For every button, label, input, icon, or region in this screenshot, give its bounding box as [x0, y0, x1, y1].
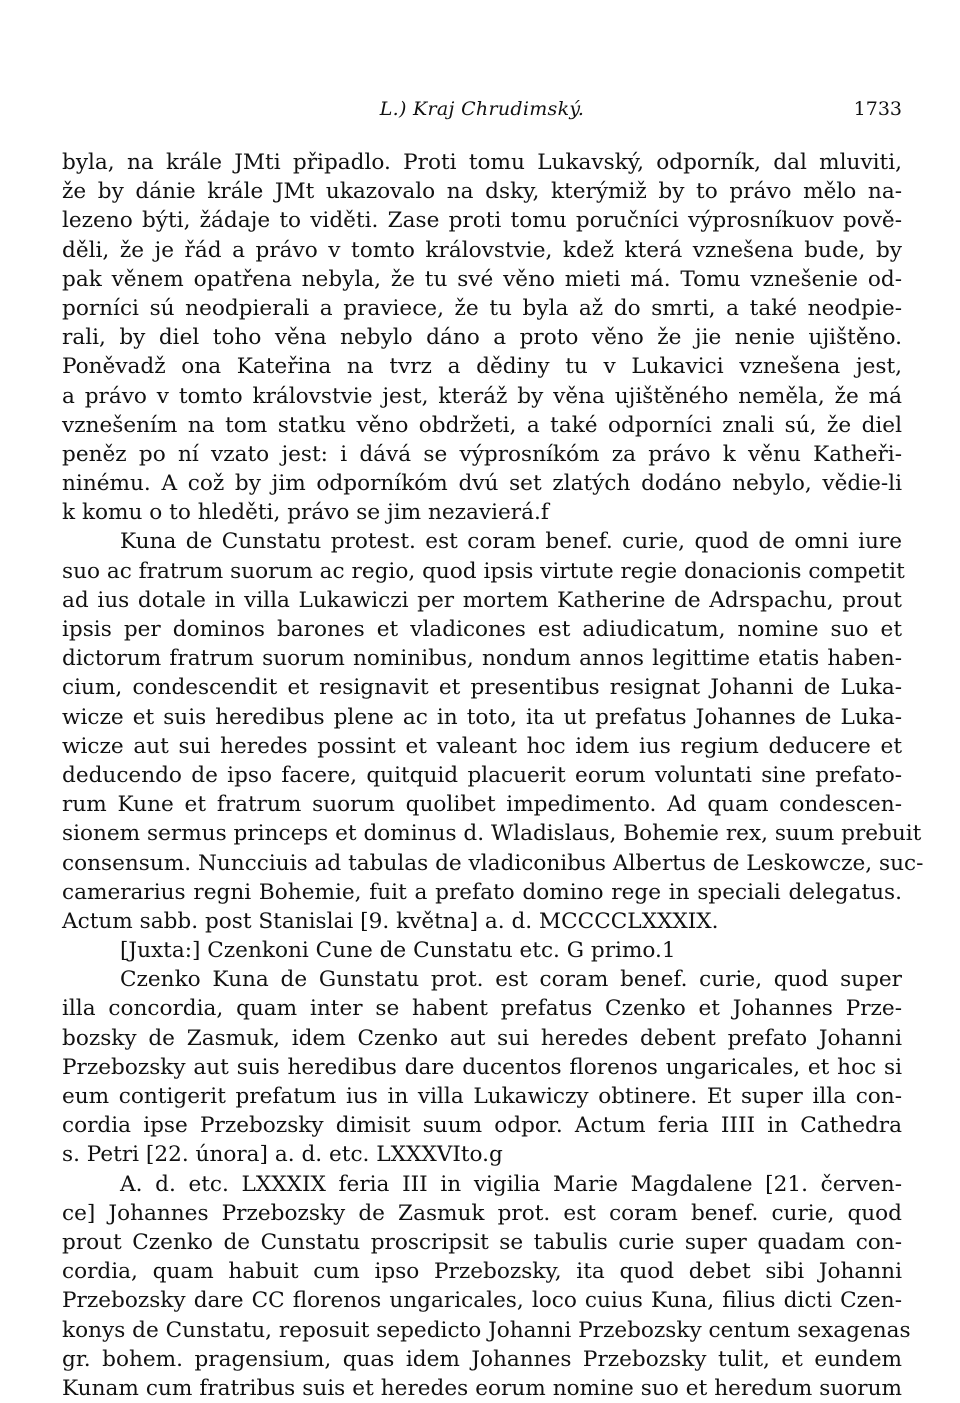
text-line: Poněvadž ona Kateřina na tvrz a dědiny tu v Lukavici vznešena jest,	[62, 354, 902, 380]
text-line: ad ius dotale in villa Lukawiczi per mortem Katherine de Adrspachu, prout	[62, 587, 902, 613]
page-header	[62, 98, 902, 128]
text-line: cium, condescendit et resignavit et presentibus resignat Johanni de Luka-	[62, 675, 902, 701]
text-line: konys de Cunstatu, reposuit sepedicto Johanni Przebozsky centum sexagenas	[62, 1317, 911, 1343]
text-line: prout Czenko de Cunstatu proscripsit se tabulis curie super quadam con-	[62, 1229, 902, 1255]
text-line: Przebozsky aut suis heredibus dare ducentos florenos ungaricales, et hoc si	[62, 1054, 902, 1080]
text-line: Actum sabb. post Stanislai [9. května] a. d. MCCCCLXXXIX.	[62, 908, 719, 934]
text-line: Kuna de Cunstatu protest. est coram benef. curie, quod de omni iure	[120, 529, 902, 555]
text-line: že by dánie krále JMt ukazovalo na dsky, kterýmiž by to právo mělo na-	[62, 179, 902, 205]
text-line: wicze aut sui heredes possint et valeant hoc idem ius regium deducere et	[62, 733, 902, 759]
text-line: Kunam cum fratribus suis et heredes eorum nomine suo et heredum suorum	[62, 1375, 902, 1401]
text-line: consensum. Nuncciuis ad tabulas de vladiconibus Albertus de Leskowcze, suc-	[62, 850, 924, 876]
text-line: dictorum fratrum suorum nominibus, nondum annos legittime etatis haben-	[62, 646, 902, 672]
text-line: ce] Johannes Przebozsky de Zasmuk prot. est coram benef. curie, quod	[62, 1200, 902, 1226]
text-line: vznešením na tom statku věno obdržeti, a také odporníci znali sú, že diel	[62, 412, 902, 438]
text-line: eum contigerit prefatum ius in villa Lukawiczy obtinere. Et super illa con-	[62, 1084, 902, 1109]
text-line: Przebozsky dare CC florenos ungaricales, loco cuius Kuna, filius dicti Czen-	[62, 1288, 902, 1314]
text-line: k komu o to hleděti, právo se jim nezavierá.f	[62, 500, 549, 526]
text-line: illa concordia, quam inter se habent prefatus Czenko et Johannes Prze-	[62, 996, 902, 1022]
text-line: sionem sermus princeps et dominus d. Wladislaus, Bohemie rex, suum prebuit	[62, 821, 922, 847]
text-line: wicze et suis heredibus plene ac in toto, ita ut prefatus Johannes de Luka-	[62, 704, 902, 730]
text-line: gr. bohem. pragensium, quas idem Johannes Przebozsky tulit, et eundem	[62, 1346, 902, 1372]
text-line: děli, že je řád a právo v tomto královstvie, kdež která vznešena bude, by	[62, 237, 902, 263]
text-line: rali, by diel toho věna nebylo dáno a proto věno že jie nenie ujištěno.	[62, 325, 902, 351]
text-line: Czenko Kuna de Gunstatu prot. est coram benef. curie, quod super	[120, 967, 902, 993]
body-text	[62, 148, 924, 1403]
text-line: ninému. A což by jim odporníkóm dvú set zlatých dodáno nebylo, vědie-li	[62, 471, 902, 497]
text-line: a právo v tomto královstvie jest, kteráž by věna ujištěného neměla, že má	[62, 383, 902, 409]
text-line: camerarius regni Bohemie, fuit a prefato domino rege in speciali delegatus.	[62, 879, 902, 905]
text-line: A. d. etc. LXXXIX feria III in vigilia Marie Magdalene [21. červen-	[120, 1171, 902, 1197]
text-line: suo ac fratrum suorum ac regio, quod ipsis virtute regie donacionis competit	[62, 558, 905, 584]
text-line: lezeno býti, žádaje to viděti. Zase proti tomu poručníci výprosníkuov pově-	[62, 208, 902, 234]
text-line: rum Kune et fratrum suorum quolibet impedimento. Ad quam condescen-	[62, 792, 902, 818]
text-line: deducendo de ipso facere, quitquid placuerit eorum voluntati sine prefato-	[62, 762, 902, 788]
page-number: 1733	[853, 98, 902, 120]
text-line: pak věnem opatřena nebyla, že tu své věno mieti má. Tomu vznešenie od-	[62, 266, 902, 292]
text-line: bozsky de Zasmuk, idem Czenko aut sui heredes debent prefato Johanni	[62, 1025, 902, 1051]
text-line: byla, na krále JMti připadlo. Proti tomu Lukavský, odporník, dal mluviti,	[62, 150, 902, 175]
text-line: cordia, quam habuit cum ipso Przebozsky, ita quod debet sibi Johanni	[62, 1259, 902, 1285]
text-line: porníci sú neodpierali a praviece, že tu byla až do smrti, a také neodpie-	[62, 295, 902, 321]
text-line: [Juxta:] Czenkoni Cune de Cunstatu etc. G primo.1	[120, 938, 676, 964]
text-line: s. Petri [22. února] a. d. etc. LXXXVIto.g	[62, 1142, 503, 1168]
running-title: L.) Kraj Chrudimský.	[379, 98, 585, 120]
text-line: cordia ipse Przebozsky dimisit suum odpor. Actum feria IIII in Cathedra	[62, 1113, 902, 1139]
text-line: peněz po ní vzato jest: i dává se výprosníkóm za právo k věnu Katheři-	[62, 441, 902, 467]
text-line: ipsis per dominos barones et vladicones est adiudicatum, nomine suo et	[62, 617, 902, 642]
